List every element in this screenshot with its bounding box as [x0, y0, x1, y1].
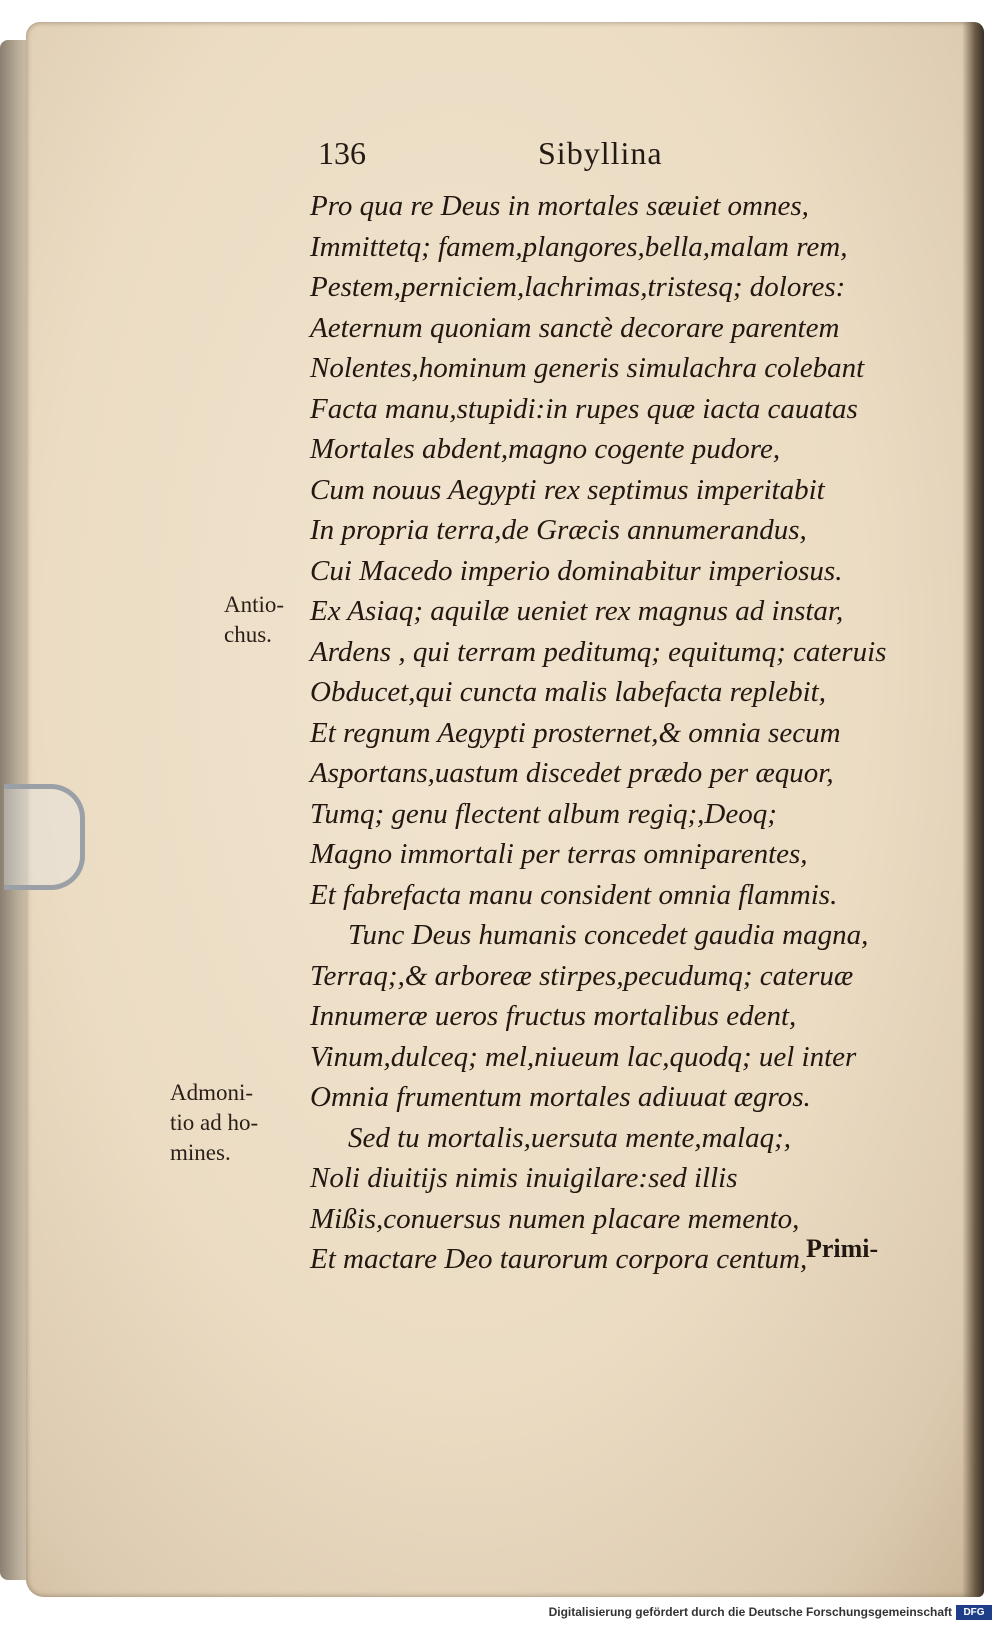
marginal-line: Admoni-: [170, 1080, 254, 1105]
page-header: [318, 135, 688, 177]
text-line: Et fabrefacta manu consident omnia flammis.: [310, 878, 838, 911]
page-gutter-shadow: [962, 22, 984, 1597]
footer-credit-bar: [0, 1602, 1000, 1625]
text-line: Magno immortali per terras omniparentes,: [310, 838, 808, 870]
page-number: 136: [318, 135, 366, 171]
text-line: Omnia frumentum mortales adiuuat ægros.: [310, 1081, 811, 1113]
marginal-line: chus.: [224, 622, 272, 647]
text-line: Et regnum Aegypti prosternet,& omnia secum: [310, 716, 841, 749]
text-line: Et mactare Deo taurorum corpora centum,: [310, 1243, 808, 1275]
funding-credit: Digitalisierung gefördert durch die Deutsche Forschungsgemeinschaft: [548, 1605, 952, 1619]
text-line: In propria terra,de Græcis annumerandus,: [310, 514, 807, 546]
marginal-note-admonitio: [170, 1078, 258, 1168]
text-line: Noli diuitijs nimis inuigilare:sed illis: [310, 1162, 738, 1194]
text-line: Facta manu,stupidi:in rupes quæ iacta cauatas: [310, 392, 858, 425]
marginal-line: Antio-: [224, 592, 285, 617]
text-line: Pestem,perniciem,lachrimas,tristesq; dolores:: [310, 271, 846, 303]
text-line: Obducet,qui cuncta malis labefacta replebit,: [310, 676, 826, 708]
text-line: Pro qua re Deus in mortales sæuiet omnes,: [310, 190, 809, 222]
text-line: Tunc Deus humanis concedet gaudia magna,: [348, 919, 869, 951]
text-line: Cum nouus Aegypti rex septimus imperitabit: [310, 473, 825, 506]
text-line: Ex Asiaq; aquilæ ueniet rex magnus ad instar,: [310, 595, 844, 627]
marginal-line: tio ad ho-: [170, 1110, 259, 1135]
text-line: Immittetq; famem,plangores,bella,malam rem,: [310, 230, 848, 263]
text-line: Sed tu mortalis,uersuta mente,malaq;,: [348, 1121, 792, 1154]
text-line: Mißis,conuersus numen placare memento,: [310, 1202, 800, 1235]
text-line: Tumq; genu flectent album regiq;,Deoq;: [310, 797, 777, 830]
text-line: Aeternum quoniam sanctè decorare parentem: [310, 311, 840, 344]
text-line: Ardens , qui terram peditumq; equitumq; cateruis: [310, 635, 887, 668]
running-head: Sibyllina: [538, 135, 663, 171]
catchword: Primi-: [806, 1234, 879, 1263]
text-line: Mortales abdent,magno cogente pudore,: [310, 433, 781, 465]
text-line: Nolentes,hominum generis simulachra colebant: [310, 352, 865, 384]
marginal-line: mines.: [170, 1140, 231, 1165]
text-line: Asportans,uastum discedet prædo per æquor,: [310, 757, 834, 789]
paper-clip-icon: [4, 784, 85, 890]
verse-text-block: [310, 186, 910, 1280]
text-line: Terraq;,& arboreæ stirpes,pecudumq; cateruæ: [310, 959, 854, 992]
text-line: Innumeræ ueros fructus mortalibus edent,: [310, 1000, 797, 1032]
text-line: Vinum,dulceq; mel,niueum lac,quodq; uel inter: [310, 1040, 857, 1073]
dfg-logo: DFG: [956, 1605, 992, 1620]
marginal-note-antiochus: [224, 590, 284, 650]
text-line: Cui Macedo imperio dominabitur imperiosus.: [310, 554, 843, 587]
